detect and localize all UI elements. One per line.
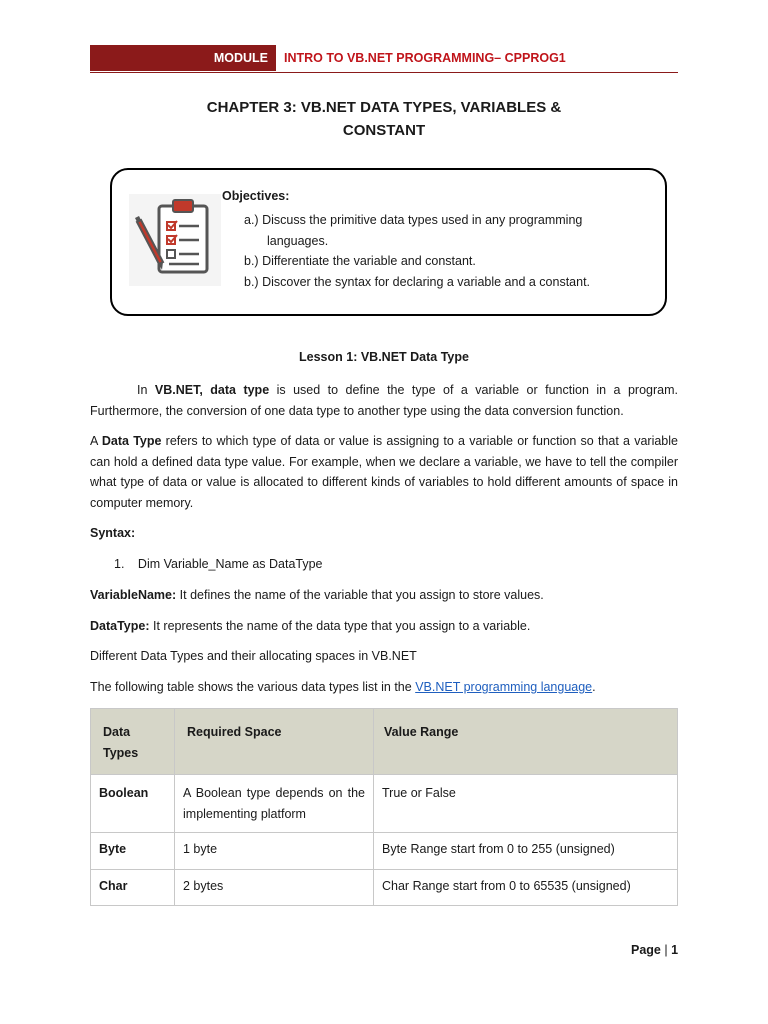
lesson-title: Lesson 1: VB.NET Data Type <box>299 350 469 364</box>
para-text: is used to define the type of a variable or function in a program. Furthermore, the conversion of one data type to another type using the data conversion function. <box>90 383 678 418</box>
table-header-row <box>91 709 678 775</box>
column-header-value-range: Value Range <box>374 709 678 775</box>
objective-text: Discuss the primitive data types used in any programming <box>262 213 583 227</box>
definition-text: It represents the name of the data type that you assign to a variable. <box>149 619 531 633</box>
table-intro-text: The following table shows the various data types list in the <box>90 680 416 694</box>
para-bold: VB.NET, data type <box>154 383 270 397</box>
table-intro-end: . <box>592 680 596 694</box>
table-intro <box>90 677 678 698</box>
value-range-cell: True or False <box>374 775 678 833</box>
definition-term: DataType: <box>90 619 150 633</box>
variable-name-definition <box>90 585 678 606</box>
column-header-data-types: Data Types <box>91 709 175 775</box>
value-range-cell: Byte Range start from 0 to 255 (unsigned) <box>374 833 678 870</box>
para-text: refers to which type of data or value is assigning to a variable or function so that a variable can hold a defined data type value. For example, when we declare a variable, we have to tell the compiler what type of data or value is allocated to different kinds of variables to hold different amounts of space in computer memory. <box>90 434 678 510</box>
objective-item <box>244 210 590 231</box>
table-row <box>91 869 678 906</box>
definition-term: VariableName: <box>90 588 177 602</box>
objectives-title: Objectives: <box>222 189 290 203</box>
module-label: MODULE <box>90 45 276 71</box>
objective-marker: a.) <box>244 213 259 227</box>
chapter-title-line2: CONSTANT <box>342 122 426 139</box>
objective-text: Differentiate the variable and constant. <box>262 254 476 268</box>
table-row <box>91 833 678 870</box>
data-types-table <box>90 708 678 906</box>
chapter-title <box>90 96 678 142</box>
required-space-cell: 2 bytes <box>175 869 374 906</box>
para-text: A <box>90 434 102 448</box>
objective-text: Discover the syntax for declaring a variable and a constant. <box>262 274 591 289</box>
course-title: INTRO TO VB.NET PROGRAMMING– CPPROG1 <box>284 51 566 65</box>
syntax-code: Dim Variable_Name as DataType <box>137 557 323 571</box>
definition-text: It defines the name of the variable that you assign to store values. <box>176 588 544 602</box>
objective-item <box>244 272 590 293</box>
objective-item <box>244 251 590 272</box>
page-label: Page <box>631 943 661 957</box>
chapter-title-line1: CHAPTER 3: VB.NET DATA TYPES, VARIABLES & <box>206 99 562 116</box>
different-types-line: Different Data Types and their allocating spaces in VB.NET <box>90 649 417 663</box>
data-type-definition <box>90 616 678 637</box>
para-text: In <box>137 383 155 397</box>
module-header <box>90 45 678 73</box>
type-name-cell: Byte <box>91 833 175 870</box>
syntax-item <box>114 554 674 575</box>
objective-marker: b.) <box>244 274 259 289</box>
objectives-box <box>110 168 667 316</box>
required-space-cell: 1 byte <box>175 833 374 870</box>
objective-marker: b.) <box>244 254 259 268</box>
checklist-clipboard-icon <box>129 194 221 286</box>
page-separator: | <box>660 943 672 957</box>
value-range-cell: Char Range start from 0 to 65535 (unsigned) <box>374 869 678 906</box>
column-header-required-space: Required Space <box>175 709 374 775</box>
objective-continuation: languages. <box>267 233 329 248</box>
objectives-list <box>244 210 590 292</box>
type-name-cell: Boolean <box>91 775 175 833</box>
data-type-paragraph <box>90 431 678 513</box>
syntax-number: 1. <box>114 557 125 571</box>
vbnet-language-link[interactable]: VB.NET programming language <box>415 680 593 694</box>
para-bold: Data Type <box>101 434 162 448</box>
intro-paragraph <box>90 380 678 421</box>
page-number: 1 <box>671 943 679 957</box>
table-row <box>91 775 678 833</box>
required-space-cell: A Boolean type depends on the implementing platform <box>175 775 374 833</box>
page-footer <box>631 943 678 957</box>
syntax-label: Syntax: <box>90 526 136 540</box>
type-name-cell: Char <box>91 869 175 906</box>
